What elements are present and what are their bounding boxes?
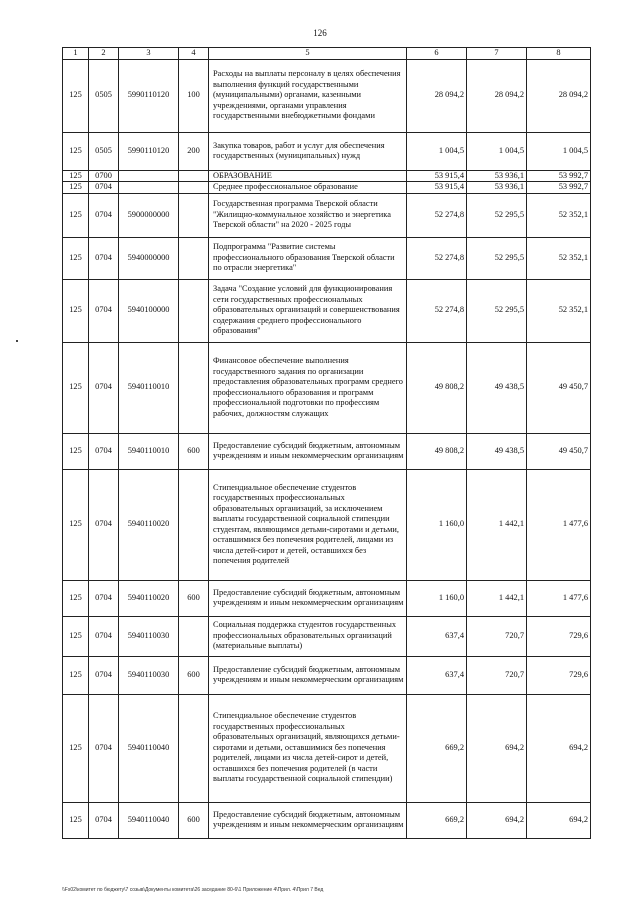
amount-year-3: 52 352,1 [527, 237, 591, 279]
target-article-code: 5940110010 [119, 342, 179, 433]
expense-type-code [179, 170, 209, 182]
table-row [63, 656, 591, 694]
amount-year-1: 1 004,5 [407, 132, 467, 170]
amount-year-2: 694,2 [467, 802, 527, 838]
section-code: 0704 [89, 342, 119, 433]
table-row [63, 279, 591, 342]
code-grbs: 125 [63, 802, 89, 838]
item-description: Закупка товаров, работ и услуг для обеспечения государственных (муниципальных) нужд [209, 132, 407, 170]
table-row [63, 694, 591, 802]
item-description: Социальная поддержка студентов государственных профессиональных образовательных организаций (материальные выплаты) [209, 616, 407, 656]
expense-type-code [179, 342, 209, 433]
code-grbs: 125 [63, 342, 89, 433]
target-article-code [119, 182, 179, 194]
column-header: 8 [527, 48, 591, 60]
amount-year-1: 669,2 [407, 694, 467, 802]
target-article-code: 5940110040 [119, 802, 179, 838]
amount-year-1: 1 160,0 [407, 580, 467, 616]
section-code: 0505 [89, 132, 119, 170]
amount-year-3: 1 477,6 [527, 469, 591, 580]
amount-year-2: 52 295,5 [467, 193, 527, 237]
item-description: Предоставление субсидий бюджетным, автономным учреждениям и иным некоммерческим организациям [209, 656, 407, 694]
target-article-code: 5940110010 [119, 433, 179, 469]
amount-year-1: 52 274,8 [407, 237, 467, 279]
section-code: 0704 [89, 656, 119, 694]
expense-type-code: 600 [179, 433, 209, 469]
section-code: 0704 [89, 802, 119, 838]
amount-year-1: 53 915,4 [407, 182, 467, 194]
amount-year-2: 28 094,2 [467, 59, 527, 132]
table-row [63, 433, 591, 469]
code-grbs: 125 [63, 433, 89, 469]
table-row [63, 182, 591, 194]
expense-type-code [179, 182, 209, 194]
amount-year-2: 694,2 [467, 694, 527, 802]
amount-year-3: 49 450,7 [527, 433, 591, 469]
amount-year-2: 720,7 [467, 656, 527, 694]
column-header: 7 [467, 48, 527, 60]
column-header: 5 [209, 48, 407, 60]
amount-year-1: 52 274,8 [407, 193, 467, 237]
expense-type-code: 100 [179, 59, 209, 132]
header-row [63, 48, 591, 60]
item-description: Среднее профессиональное образование [209, 182, 407, 194]
table-row [63, 342, 591, 433]
section-code: 0704 [89, 469, 119, 580]
target-article-code: 5990110120 [119, 132, 179, 170]
item-description: Предоставление субсидий бюджетным, автономным учреждениям и иным некоммерческим организациям [209, 433, 407, 469]
table-row [63, 59, 591, 132]
table-row [63, 170, 591, 182]
expense-type-code [179, 616, 209, 656]
code-grbs: 125 [63, 656, 89, 694]
column-header: 2 [89, 48, 119, 60]
item-description: Государственная программа Тверской области "Жилищно-коммунальное хозяйство и энергетика Тверской области" на 2020 - 2025 годы [209, 193, 407, 237]
section-code: 0704 [89, 580, 119, 616]
section-code: 0704 [89, 694, 119, 802]
code-grbs: 125 [63, 237, 89, 279]
amount-year-1: 52 274,8 [407, 279, 467, 342]
amount-year-2: 1 442,1 [467, 580, 527, 616]
column-header: 4 [179, 48, 209, 60]
budget-table [62, 47, 591, 839]
section-code: 0704 [89, 616, 119, 656]
section-code: 0704 [89, 182, 119, 194]
amount-year-3: 53 992,7 [527, 170, 591, 182]
target-article-code: 5940110040 [119, 694, 179, 802]
item-description: Расходы на выплаты персоналу в целях обеспечения выполнения функций государственными (муниципальными) органами, казенными учреждениями, органами управления государственными внебюджетными фондами [209, 59, 407, 132]
amount-year-2: 53 936,1 [467, 182, 527, 194]
amount-year-3: 53 992,7 [527, 182, 591, 194]
item-description: ОБРАЗОВАНИЕ [209, 170, 407, 182]
section-code: 0505 [89, 59, 119, 132]
target-article-code: 5940110030 [119, 656, 179, 694]
code-grbs: 125 [63, 469, 89, 580]
target-article-code: 5940100000 [119, 279, 179, 342]
item-description: Подпрограмма "Развитие системы профессионального образования Тверской области по отрасли энергетика" [209, 237, 407, 279]
amount-year-3: 1 477,6 [527, 580, 591, 616]
amount-year-2: 720,7 [467, 616, 527, 656]
code-grbs: 125 [63, 279, 89, 342]
scan-speck [16, 340, 18, 342]
amount-year-3: 28 094,2 [527, 59, 591, 132]
amount-year-2: 49 438,5 [467, 342, 527, 433]
amount-year-2: 1 004,5 [467, 132, 527, 170]
code-grbs: 125 [63, 616, 89, 656]
amount-year-1: 637,4 [407, 616, 467, 656]
target-article-code: 5940110030 [119, 616, 179, 656]
code-grbs: 125 [63, 182, 89, 194]
item-description: Предоставление субсидий бюджетным, автономным учреждениям и иным некоммерческим организациям [209, 580, 407, 616]
code-grbs: 125 [63, 170, 89, 182]
item-description: Финансовое обеспечение выполнения государственного задания по организации предоставления образовательных программ среднего профессионального образования и программ профессиональной подготовки по профессиям рабочих, должностям служащих [209, 342, 407, 433]
item-description: Предоставление субсидий бюджетным, автономным учреждениям и иным некоммерческим организациям [209, 802, 407, 838]
target-article-code: 5940000000 [119, 237, 179, 279]
amount-year-1: 53 915,4 [407, 170, 467, 182]
table-row [63, 616, 591, 656]
amount-year-3: 49 450,7 [527, 342, 591, 433]
section-code: 0704 [89, 279, 119, 342]
amount-year-1: 28 094,2 [407, 59, 467, 132]
amount-year-2: 52 295,5 [467, 237, 527, 279]
expense-type-code [179, 193, 209, 237]
expense-type-code: 600 [179, 656, 209, 694]
footer-path: \\Fs02\комитет по бюджету\7 созыв\Документы комитета\26 заседание 80-6\1 Приложение 4\Прил. 4\Прил 7 Вед [62, 887, 324, 893]
amount-year-1: 49 808,2 [407, 342, 467, 433]
amount-year-3: 729,6 [527, 656, 591, 694]
amount-year-3: 694,2 [527, 802, 591, 838]
item-description: Стипендиальное обеспечение студентов государственных профессиональных образовательных организаций, за исключением выплаты государственной социальной стипендии студентам, являющимся детьми-сиротами и детьми, оставшимися без попечения родителей, лицами из числа детей-сирот и детей, оставшихся без попечения родителей [209, 469, 407, 580]
amount-year-1: 1 160,0 [407, 469, 467, 580]
column-header: 6 [407, 48, 467, 60]
expense-type-code: 600 [179, 802, 209, 838]
amount-year-2: 49 438,5 [467, 433, 527, 469]
table-row [63, 132, 591, 170]
table-row [63, 580, 591, 616]
expense-type-code: 600 [179, 580, 209, 616]
amount-year-2: 52 295,5 [467, 279, 527, 342]
amount-year-3: 52 352,1 [527, 193, 591, 237]
expense-type-code [179, 694, 209, 802]
target-article-code [119, 170, 179, 182]
amount-year-1: 669,2 [407, 802, 467, 838]
table-row [63, 802, 591, 838]
expense-type-code [179, 237, 209, 279]
amount-year-2: 1 442,1 [467, 469, 527, 580]
table-row [63, 469, 591, 580]
section-code: 0704 [89, 433, 119, 469]
column-header: 1 [63, 48, 89, 60]
amount-year-1: 49 808,2 [407, 433, 467, 469]
code-grbs: 125 [63, 59, 89, 132]
item-description: Стипендиальное обеспечение студентов государственных профессиональных образовательных организаций, являющихся детьми-сиротами и детьми, оставшимися без попечения родителей, лицами из числа детей-сирот и детей, оставшихся без попечения родителей (в части выплаты государственной социальной стипендии) [209, 694, 407, 802]
section-code: 0704 [89, 193, 119, 237]
page-number: 126 [313, 28, 327, 38]
section-code: 0700 [89, 170, 119, 182]
amount-year-3: 1 004,5 [527, 132, 591, 170]
target-article-code: 5990110120 [119, 59, 179, 132]
amount-year-3: 729,6 [527, 616, 591, 656]
expense-type-code [179, 279, 209, 342]
amount-year-3: 52 352,1 [527, 279, 591, 342]
target-article-code: 5900000000 [119, 193, 179, 237]
section-code: 0704 [89, 237, 119, 279]
code-grbs: 125 [63, 193, 89, 237]
expense-type-code [179, 469, 209, 580]
target-article-code: 5940110020 [119, 469, 179, 580]
table-row [63, 193, 591, 237]
target-article-code: 5940110020 [119, 580, 179, 616]
code-grbs: 125 [63, 694, 89, 802]
table-row [63, 237, 591, 279]
item-description: Задача "Создание условий для функционирования сети государственных профессиональных образовательных организаций и совершенствования содержания среднего профессионального образования" [209, 279, 407, 342]
amount-year-3: 694,2 [527, 694, 591, 802]
code-grbs: 125 [63, 580, 89, 616]
expense-type-code: 200 [179, 132, 209, 170]
column-header: 3 [119, 48, 179, 60]
code-grbs: 125 [63, 132, 89, 170]
amount-year-2: 53 936,1 [467, 170, 527, 182]
amount-year-1: 637,4 [407, 656, 467, 694]
